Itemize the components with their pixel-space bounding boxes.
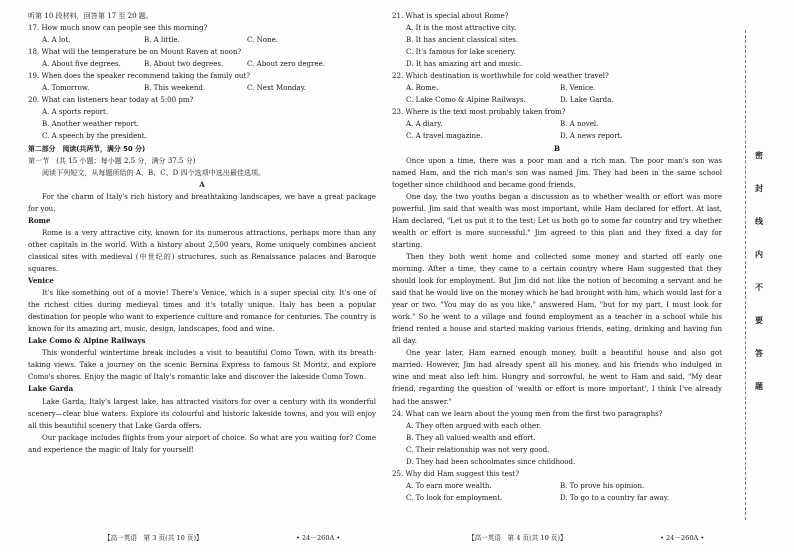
question-line: 20. What can listeners hear today at 5:00 pm? xyxy=(28,95,194,105)
paragraph: Lake Garda, Italy's largest lake, has attracted visitors for over a century with its wonderful scenery—clear blue waters. Explore its colourful and historic lakeside towns, and you will enjoy all this beautiful scenery that Lake Garda offers. xyxy=(28,396,376,430)
question-line: 21. What is special about Rome? xyxy=(392,11,509,20)
paragraph: Once upon a time, there was a poor man and a rich man. The poor man's son was named Ham, and the rich man's son was named Jim. They had been in the same school together since childhood and became good friends. xyxy=(392,155,722,189)
paragraph: Our package includes flights from your airport of choice. So what are you waiting for? Come and experience the magic of Italy for yourself! xyxy=(28,432,376,454)
answer-option: B. Venice. xyxy=(560,83,596,93)
paragraph: Then they both went home and collected some money and started off early one morning. After a time, they came to a certain country where Ham suggested that they should look for employment. But Jim did not like the notion of becoming a servant and he said that he would live on the money which he had brought with him, which would last for a year or two. "You may do as you like," answered Ham, "but for my part, I must look for work." So he went to a village and found employment as a teacher in a school while his friend rented a house and started making various friends, eating, drinking and having fun all day. xyxy=(392,251,722,346)
subheading: Lake Garda xyxy=(28,384,74,394)
seal-char: 题 xyxy=(755,382,763,391)
question-line: 23. Where is the text most probably taken from? xyxy=(392,107,566,117)
footer-left-label: 【高一英语 第 3 页(共 10 页)】 xyxy=(104,534,203,542)
answer-option: C. A travel magazine. xyxy=(406,131,483,141)
answer-option: B. About two degrees. xyxy=(144,59,224,69)
answer-option: B. A novel. xyxy=(560,119,599,129)
question-line: 25. Why did Ham suggest this test? xyxy=(392,468,519,478)
passage-label: B xyxy=(554,143,560,153)
paragraph: It's like something out of a movie! There's Venice, which is a super special city. It's one of the richest cities during medieval times and it's totally unique. Italy has been a popular destination for people who want to experience culture and romance for centuries. The country is known for its amazing art, music, design, landscapes, food and wine. xyxy=(28,288,376,334)
seal-char: 密 xyxy=(755,151,763,160)
option-row xyxy=(28,34,376,46)
passage-label: A xyxy=(199,179,205,189)
answer-option: D. To go to a country far away. xyxy=(560,492,670,502)
paragraph: One year later, Ham earned enough money, built a beautiful house and also got married. However, Jim had already spent all his money, and his friends who indulged in wine and meat also left him. Hungry and sorrowful, he went to Ham and said, "My dear friend, regarding the question of 'wealth or effort is more important', I think I've already had the answer." xyxy=(392,348,722,406)
question-line: 听第 10 段材料，回答第 17 至 20 题。 xyxy=(28,11,153,20)
question-line: 18. What will the temperature be on Mount Raven at noon? xyxy=(28,47,242,57)
footer-left-code: • 24－260A • xyxy=(296,534,341,542)
answer-option: C. Next Monday. xyxy=(247,83,306,93)
answer-option: B. It has ancient classical sites. xyxy=(406,35,519,45)
answer-option: B. To prove his opinion. xyxy=(560,480,645,490)
section-heading: 第二部分 阅读(共两节，满分 50 分) xyxy=(28,144,146,153)
answer-option: D. A news report. xyxy=(560,131,623,141)
answer-option: A. A diary. xyxy=(406,119,443,129)
answer-option: B. A little. xyxy=(144,35,180,45)
right-column xyxy=(392,10,722,504)
answer-option: B. This weekend. xyxy=(144,83,206,93)
seal-char: 要 xyxy=(755,316,763,325)
answer-option: C. To look for employment. xyxy=(406,492,503,502)
seal-char: 内 xyxy=(755,250,763,259)
answer-option: D. Lake Garda. xyxy=(560,95,614,105)
answer-option: A. About five degrees. xyxy=(42,59,121,69)
question-line: 第一节 (共 15 小题；每小题 2.5 分，满分 37.5 分) xyxy=(28,155,196,165)
answer-option: C. None. xyxy=(247,35,278,45)
answer-option: C. Lake Como & Alpine Railways. xyxy=(406,95,526,105)
answer-option: A. Rome. xyxy=(406,83,439,93)
answer-option: B. Another weather report. xyxy=(42,119,139,129)
question-line: 17. How much snow can people see this morning? xyxy=(28,23,208,33)
option-row xyxy=(392,118,722,130)
subheading: Venice xyxy=(28,276,54,286)
option-row xyxy=(28,58,376,70)
seal-dashed-line xyxy=(745,30,746,520)
option-row xyxy=(392,82,722,94)
answer-option: C. A speech by the president. xyxy=(42,131,147,141)
paragraph: For the charm of Italy's rich history and breathtaking landscapes, we have a great package for you. xyxy=(28,191,376,213)
subheading: Rome xyxy=(28,215,51,225)
answer-option: C. It's famous for lake scenery. xyxy=(406,47,516,57)
answer-option: C. Their relationship was not very good. xyxy=(406,444,550,454)
answer-option: A. It is the most attractive city. xyxy=(406,23,517,33)
answer-option: D. They had been schoolmates since childhood. xyxy=(406,456,576,466)
seal-text xyxy=(752,150,766,414)
footer-right-code: • 24－260A • xyxy=(660,534,705,542)
question-line: 24. What can we learn about the young men from the first two paragraphs? xyxy=(392,408,663,418)
seal-char: 答 xyxy=(755,349,763,358)
answer-option: A. To earn more wealth. xyxy=(406,480,492,490)
question-line: 19. When does the speaker recommend taking the family out? xyxy=(28,71,251,81)
answer-option: D. It has amazing art and music. xyxy=(406,59,523,69)
answer-option: B. They all valued wealth and effort. xyxy=(406,432,536,442)
question-line: 22. Which destination is worthwhile for cold weather travel? xyxy=(392,71,609,81)
option-row xyxy=(392,492,722,504)
option-row xyxy=(392,130,722,142)
seal-char: 封 xyxy=(755,184,763,193)
seal-char: 线 xyxy=(755,217,763,226)
instruction-line: 阅读下列短文，从每题所给的 A、B、C、D 四个选项中选出最佳选项。 xyxy=(42,167,266,177)
footer-right-label: 【高一英语 第 4 页(共 10 页)】 xyxy=(468,534,567,542)
answer-option: C. About zero degree. xyxy=(247,59,325,69)
left-column xyxy=(28,10,376,456)
answer-option: A. A sports report. xyxy=(42,107,109,117)
paragraph: One day, the two youths began a discussion as to whether wealth or effort was more powerful. Jim said that wealth was most important, while Ham declared for effort. At last, Ham declared, "Let us put it to the test; Let us both go to some far country and try whether wealth or effort is more successful." Jim agreed to this plan and they fixed a day for starting. xyxy=(392,191,722,249)
seal-char: 不 xyxy=(755,283,763,292)
paragraph: Rome is a very attractive city, known for its numerous attractions, perhaps more than any other capitals in the world. With a history about 2,500 years, Rome uniquely combines ancient classical sites with medieval (中世纪的) structures, such as Renaissance palaces and Baroque squares. xyxy=(28,227,376,273)
paragraph: This wonderful wintertime break includes a visit to beautiful Como Town, with its breath-taking views. Take a journey on the scenic Bernina Express to famous St Moritz, and explore Como's shores. Enjoy the magic of Italy's romantic lake and discover the lakeside Como Town. xyxy=(28,348,376,382)
option-row xyxy=(392,480,722,492)
answer-option: A. A lot. xyxy=(42,35,71,45)
option-row xyxy=(28,82,376,94)
answer-option: A. They often argued with each other. xyxy=(406,420,541,430)
subheading: Lake Como & Alpine Railways xyxy=(28,336,146,346)
option-row xyxy=(392,94,722,106)
answer-option: A. Tomorrow. xyxy=(42,83,90,93)
